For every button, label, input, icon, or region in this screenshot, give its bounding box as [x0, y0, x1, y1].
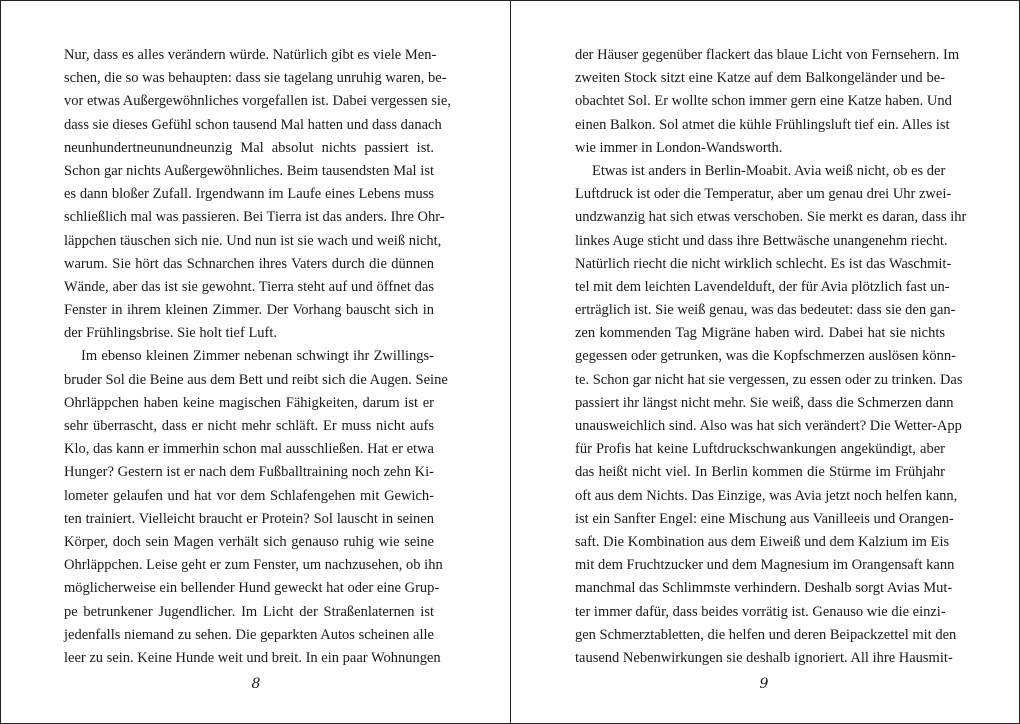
text-line: Wände, aber das ist sie gewohnt. Tierra steht auf und öffnet das: [64, 278, 434, 295]
text-line: manchmal das Schlimmste verhindern. Deshalb sorgt Avias Mut-: [575, 580, 953, 597]
text-line: tausend Nebenwirkungen sie deshalb ignoriert. All ihre Hausmit-: [575, 649, 953, 666]
text-line: oft aus dem Nichts. Das Einzige, was Avia jetzt noch helfen kann,: [575, 487, 958, 504]
text-line: Fenster in ihrem kleinen Zimmer. Der Vorhang bauscht sich in: [64, 302, 434, 319]
text-line: bruder Sol die Beine aus dem Bett und reibt sich die Augen. Seine: [64, 371, 448, 388]
text-line: Ohrläppchen haben keine magischen Fähigkeiten, darum ist er: [64, 394, 434, 411]
text-line: schen, die so was behaupten: dass sie tagelang unruhig waren, be-: [64, 70, 447, 87]
text-line: warum. Sie hört das Schnarchen ihres Vaters durch die dünnen: [64, 255, 434, 272]
text-line: passiert ihr längst nicht mehr. Sie weiß, dass die Schmerzen dann: [575, 394, 954, 411]
text-line: obachtet Sol. Er wollte schon immer gern eine Katze haben. Und: [575, 93, 952, 110]
text-line: zen kommenden Tag Migräne haben wird. Dabei hat sie nichts: [575, 325, 945, 342]
text-line: Klo, das kann er immerhin schon mal ausschließen. Hat er etwa: [64, 441, 434, 458]
text-line: Im ebenso kleinen Zimmer nebenan schwingt ihr Zwillings-: [81, 348, 434, 365]
text-line: vor etwas Außergewöhnliches vorgefallen ist. Dabei vergessen sie,: [64, 93, 451, 110]
right-page-text: [575, 44, 967, 670]
right-page-number: 9: [759, 676, 769, 692]
text-line: jedenfalls niemand zu sehen. Die geparkten Autos scheinen alle: [64, 626, 434, 643]
text-line: Schon gar nichts Außergewöhnliches. Beim tausendsten Mal ist: [64, 162, 434, 179]
text-line: leer zu sein. Keine Hunde weit und breit. In ein paar Wohnungen: [64, 649, 441, 666]
text-line: Etwas ist anders in Berlin-Moabit. Avia weiß nicht, ob es der: [592, 162, 946, 179]
text-line: für Profis hat keine Luftdruckschwankungen angekündigt, aber: [575, 441, 945, 458]
text-line: mit dem Fruchtzucker und dem Magnesium im Orangensaft kann: [575, 557, 955, 574]
text-line: zweiten Stock sitzt eine Katze auf dem Balkongeländer und be-: [575, 70, 945, 87]
text-line: ist ein Sanfter Engel: eine Mischung aus Vanilleeis und Orangen-: [575, 510, 954, 527]
text-line: linkes Auge sticht und dass ihre Bettwäsche unangenehm riecht.: [575, 232, 948, 249]
text-line: es dann bloßer Zufall. Irgendwann im Laufe eines Lebens muss: [64, 186, 434, 203]
text-line: der Frühlingsbrise. Sie holt tief Luft.: [64, 325, 278, 342]
text-line: das heißt nicht viel. In Berlin kommen die Stürme im Frühjahr: [575, 464, 945, 481]
text-line: Luftdruck ist oder die Temperatur, aber um genau drei Uhr zwei-: [575, 186, 952, 203]
text-line: neunhundertneunundneunzig Mal absolut nichts passiert ist.: [64, 139, 434, 156]
text-line: einen Balkon. Sol atmet die kühle Frühlingsluft tief ein. Alles ist: [575, 116, 950, 133]
text-line: ten trainiert. Vielleicht braucht er Protein? Sol lauscht in seinen: [64, 510, 434, 527]
page-divider: [510, 0, 511, 724]
text-line: gegessen oder getrunken, was die Kopfschmerzen auslösen könn-: [575, 348, 956, 365]
text-line: ter immer dafür, dass beides vorrätig ist. Genauso wie die einzi-: [575, 603, 946, 620]
text-line: sehr überrascht, dass er nicht mehr schläft. Er muss nicht aufs: [64, 418, 434, 434]
text-line: tel mit dem leichten Lavendelduft, der für Avia plötzlich fast un-: [575, 278, 950, 295]
text-line: gen Schmerztabletten, die helfen und deren Beipackzettel mit den: [575, 626, 957, 643]
text-line: Nur, dass es alles verändern würde. Natürlich gibt es viele Men-: [64, 47, 437, 63]
text-line: lometer gelaufen und hat vor dem Schlafengehen mit Gewich-: [64, 487, 434, 504]
text-line: Hunger? Gestern ist er nach dem Fußballtraining noch zehn Ki-: [64, 464, 434, 481]
text-line: läppchen täuschen sich nie. Und nun ist sie wach und weiß nicht,: [64, 232, 442, 249]
text-line: te. Schon gar nicht hat sie vergessen, zu essen oder zu trinken. Das: [575, 371, 963, 388]
text-line: erträglich ist. Sie weiß genau, was das bedeutet: dass sie den gan-: [575, 302, 956, 319]
left-page-number: 8: [251, 676, 261, 692]
text-line: unausweichlich sind. Also was hat sich verändert? Die Wetter-App: [575, 418, 962, 434]
text-line: Natürlich riecht die nicht wirklich schlecht. Es ist das Waschmit-: [575, 255, 952, 272]
left-page-text: [64, 44, 451, 670]
text-line: wie immer in London-Wandsworth.: [575, 139, 783, 156]
text-line: möglicherweise ein bellender Hund geweckt hat oder eine Grup-: [64, 580, 440, 597]
border-left: [0, 0, 1, 724]
text-line: pe betrunkener Jugendlicher. Im Licht der Straßenlaternen ist: [64, 603, 434, 620]
text-line: dass sie dieses Gefühl schon tausend Mal hatten und dass danach: [64, 116, 442, 133]
text-line: undzwanzig hat sich etwas verschoben. Sie merkt es daran, dass ihr: [575, 209, 967, 226]
text-line: Körper, doch sein Magen verhält sich genauso ruhig wie seine: [64, 533, 434, 550]
text-line: schließlich mal was passieren. Bei Tierra ist das anders. Ihre Ohr-: [64, 209, 445, 226]
text-line: der Häuser gegenüber flackert das blaue Licht von Fernsehern. Im: [575, 47, 960, 63]
text-line: saft. Die Kombination aus dem Eiweiß und dem Kalzium im Eis: [575, 533, 950, 550]
text-line: Ohrläppchen. Leise geht er zum Fenster, um nachzusehen, ob ihn: [64, 557, 443, 574]
